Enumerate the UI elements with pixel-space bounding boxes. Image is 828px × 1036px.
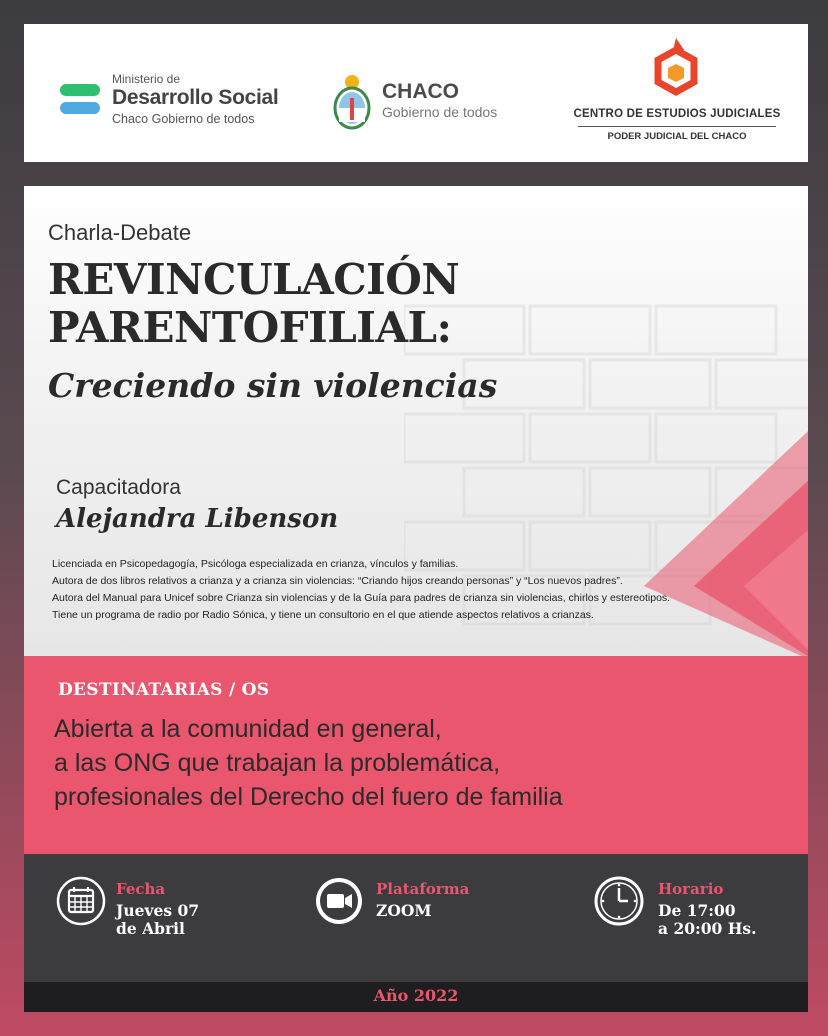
horario-line2: a 20:00 Hs. bbox=[658, 919, 757, 938]
chaco-tagline: Gobierno de todos bbox=[382, 104, 498, 120]
horario-line1: De 17:00 bbox=[658, 901, 736, 920]
video-camera-icon bbox=[314, 876, 364, 926]
cej-logo bbox=[572, 36, 782, 154]
fecha-label: Fecha bbox=[116, 880, 166, 898]
bio-line: Autora del Manual para Unicef sobre Crianza sin violencias y de la Guía para padres de crianza sin violencias, chirlos y estereotipos. bbox=[52, 592, 671, 604]
horario-value bbox=[658, 902, 756, 938]
bio-line: Tiene un programa de radio por Radio Sónica, y tiene un consultorio en el que atiende aspectos relativos a crianzas. bbox=[52, 609, 594, 621]
chaco-logo bbox=[330, 72, 550, 132]
info-fecha bbox=[56, 876, 256, 966]
plataforma-line1: ZOOM bbox=[376, 901, 432, 920]
logo-header bbox=[24, 24, 808, 162]
ministerio-line3: Chaco Gobierno de todos bbox=[112, 112, 255, 126]
cej-sub: PODER JUDICIAL DEL CHACO bbox=[607, 131, 747, 142]
fecha-line2: de Abril bbox=[116, 919, 185, 938]
speaker-name: Alejandra Libenson bbox=[56, 504, 339, 534]
audience-text bbox=[54, 712, 563, 814]
event-title-line2: PARENTOFILIAL: bbox=[48, 303, 452, 352]
event-subtitle: Creciendo sin violencias bbox=[48, 366, 498, 405]
event-kicker: Charla-Debate bbox=[48, 220, 192, 245]
speaker-label: Capacitadora bbox=[56, 476, 181, 499]
cej-divider bbox=[578, 126, 776, 127]
audience-line: profesionales del Derecho del fuero de familia bbox=[54, 783, 563, 811]
bio-line: Licenciada en Psicopedagogía, Psicóloga especializada en crianza, vínculos y familias. bbox=[52, 558, 459, 570]
plataforma-label: Plataforma bbox=[376, 880, 470, 898]
ministerio-line1: Ministerio de bbox=[112, 72, 181, 86]
info-horario bbox=[594, 876, 804, 966]
footer-bar bbox=[24, 982, 808, 1012]
footer-year: Año 2022 bbox=[373, 986, 459, 1005]
info-plataforma bbox=[314, 876, 514, 966]
ministerio-mark-icon bbox=[60, 84, 100, 118]
chaco-seal-icon bbox=[330, 72, 374, 132]
fecha-line1: Jueves 07 bbox=[116, 901, 200, 920]
chaco-name: CHACO bbox=[382, 80, 459, 103]
speaker-bio bbox=[52, 556, 772, 624]
bio-line: Autora de dos libros relativos a crianza y a crianza sin violencias: “Criando hijos creando personas” y “Los nuevos padres”. bbox=[52, 575, 623, 587]
fecha-value bbox=[116, 902, 199, 938]
cej-mark-icon bbox=[644, 36, 708, 104]
audience-section bbox=[24, 656, 808, 854]
ministerio-line2: Desarrollo Social bbox=[112, 86, 279, 109]
plataforma-value bbox=[376, 902, 431, 920]
calendar-icon bbox=[56, 876, 106, 926]
event-title-line1: REVINCULACIÓN bbox=[48, 255, 460, 304]
clock-icon bbox=[594, 876, 644, 926]
audience-line: a las ONG que trabajan la problemática, bbox=[54, 749, 501, 777]
ministerio-logo bbox=[60, 70, 300, 130]
horario-label: Horario bbox=[658, 880, 724, 898]
audience-line: Abierta a la comunidad en general, bbox=[54, 715, 442, 743]
event-main bbox=[24, 186, 808, 656]
cej-name: CENTRO DE ESTUDIOS JUDICIALES bbox=[573, 108, 781, 120]
audience-heading: DESTINATARIAS / OS bbox=[58, 680, 270, 700]
event-title bbox=[48, 256, 459, 352]
info-bar bbox=[24, 854, 808, 982]
poster bbox=[24, 24, 808, 1012]
